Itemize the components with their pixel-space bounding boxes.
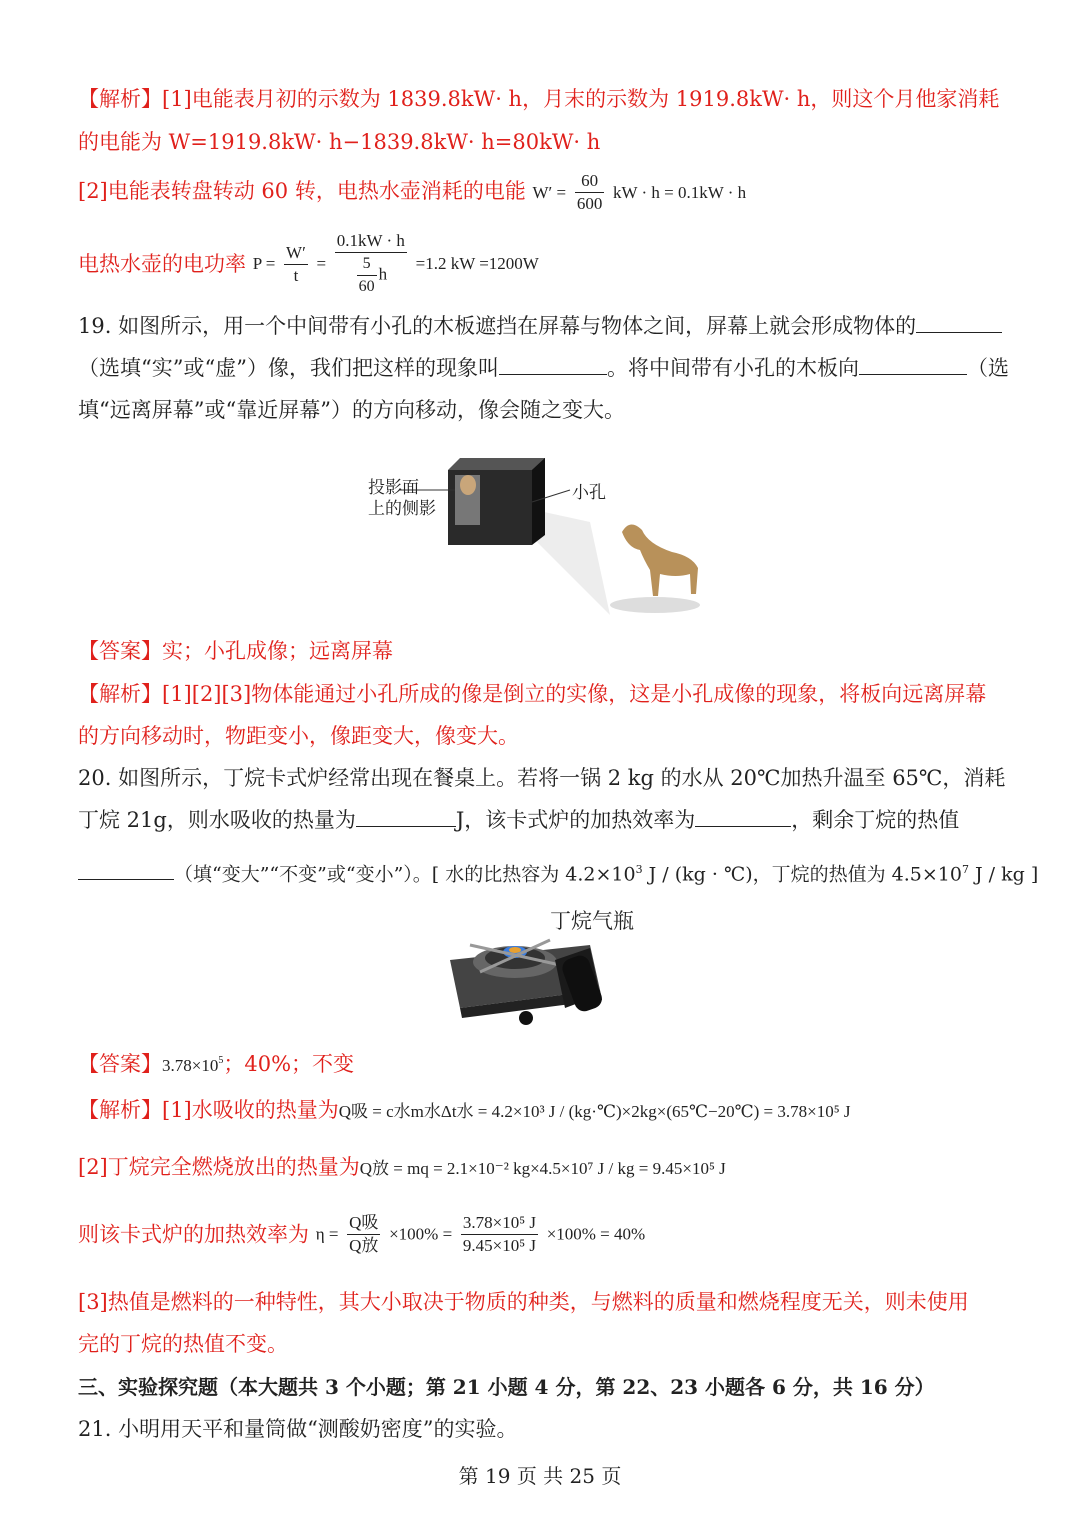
- pinhole-figure-svg: [360, 440, 720, 620]
- section3-heading: 三、实验探究题（本大题共 3 个小题；第 21 小题 4 分，第 22、23 小题各 6 分，共 16 分）: [78, 1375, 935, 1399]
- fig-label-screen-1: 投影面: [368, 478, 419, 498]
- sup: 3: [635, 863, 643, 876]
- q20-text2b: J，该卡式炉的加热效率为: [455, 808, 696, 832]
- q20-text2c: ，剩余丁烷的热值: [791, 808, 960, 832]
- fig-label-butane: 丁烷气瓶: [550, 909, 634, 933]
- pinhole-figure: [360, 440, 720, 620]
- unit-h: h: [378, 264, 388, 284]
- q20-a3-mid: ×100% =: [389, 1224, 453, 1244]
- q20-answer-post: ；40%；不变: [223, 1052, 355, 1076]
- q20-answer-pre: 【答案】: [78, 1052, 162, 1076]
- q20-a3-fraction1: [347, 1212, 380, 1257]
- nested-fraction: [357, 253, 377, 298]
- fraction-denominator: 600: [576, 194, 603, 213]
- s18-power-fraction1: [284, 242, 308, 287]
- s18-power-line: [78, 230, 539, 298]
- q20-a3-rhs: ×100% = 40%: [546, 1224, 646, 1244]
- fraction-denominator: 9.45×10⁵ J: [462, 1236, 536, 1255]
- answer-blank[interactable]: [916, 312, 1002, 333]
- q20-line2: [78, 806, 959, 834]
- fraction-numerator: W′: [284, 242, 308, 265]
- answer-blank[interactable]: [356, 806, 456, 827]
- q19-line1: [78, 312, 1002, 340]
- q20-analysis-4a: [3]热值是燃料的一种特性，其大小取决于物质的种类，与燃料的质量和燃烧程度无关，则未使用: [78, 1290, 969, 1314]
- fig-label-screen: [368, 478, 436, 520]
- fraction-denominator: 60: [358, 278, 375, 295]
- fraction-numerator: 60: [575, 170, 605, 193]
- q20-text3b: J / (kg · ℃)，丁烷的热值为 4.5×10: [642, 863, 962, 886]
- answer-blank[interactable]: [859, 354, 967, 375]
- q20-analysis-1: [78, 1096, 851, 1126]
- q19-text1: 19. 如图所示，用一个中间带有小孔的木板遮挡在屏幕与物体之间，屏幕上就会形成物体的: [78, 314, 917, 338]
- page-footer: 第 19 页 共 25 页: [458, 1464, 622, 1488]
- fig-label-pinhole: 小孔: [572, 483, 606, 503]
- q20-a3-text: 则该卡式炉的加热效率为: [78, 1222, 309, 1247]
- stove-figure: [440, 900, 670, 1035]
- fraction-numerator: 3.78×10⁵ J: [461, 1212, 538, 1235]
- s18-power-rhs: =1.2 kW =1200W: [415, 254, 539, 273]
- q20-a1-text: 【解析】[1]水吸收的热量为: [78, 1098, 339, 1122]
- q19-line3: 填“远离屏幕”或“靠近屏幕”）的方向移动，像会随之变大。: [78, 398, 625, 422]
- sup: 5: [218, 1055, 224, 1066]
- s18-energy-fraction: [575, 170, 605, 215]
- q19-text2b: 。将中间带有小孔的木板向: [606, 356, 859, 380]
- q19-analysis-1: 【解析】[1][2][3]物体能通过小孔所成的像是倒立的实像，这是小孔成像的现象，将板向远离屏幕: [78, 682, 987, 706]
- q20-a1-math: Q吸 = c水m水Δt水 = 4.2×10³ J / (kg·℃)×2kg×(65℃−20℃) = 3.78×10⁵ J: [338, 1102, 851, 1121]
- s18-energy-rhs: kW · h = 0.1kW · h: [613, 183, 747, 202]
- s18-power-fraction2: [335, 230, 407, 298]
- q19-analysis-2: 的方向移动时，物距变小，像距变大，像变大。: [78, 724, 519, 748]
- q20-analysis-4b: 完的丁烷的热值不变。: [78, 1332, 288, 1356]
- q21-text: 21. 小明用天平和量筒做“测酸奶密度”的实验。: [78, 1417, 518, 1441]
- fraction-denominator: [335, 253, 407, 298]
- q20-answer: [78, 1047, 354, 1080]
- s18-power-text: 电热水壶的电功率: [78, 252, 246, 276]
- s18-analysis-line1: 【解析】[1]电能表月初的示数为 1839.8kW· h，月末的示数为 1919.8kW· h，则这个月他家消耗: [78, 87, 1000, 111]
- s18-energy-text: [2]电能表转盘转动 60 转，电热水壶消耗的电能: [78, 179, 526, 203]
- fig-label-screen-2: 上的侧影: [368, 499, 436, 519]
- q20-line1: 20. 如图所示，丁烷卡式炉经常出现在餐桌上。若将一锅 2 kg 的水从 20℃加热升温至 65℃，消耗: [78, 766, 1006, 790]
- answer-blank[interactable]: [695, 806, 791, 827]
- q19-line2: [78, 354, 1009, 382]
- sup: 7: [961, 863, 969, 876]
- s18-analysis-line2: 的电能为 W=1919.8kW· h−1839.8kW· h=80kW· h: [78, 130, 601, 154]
- q20-a2-text: [2]丁烷完全燃烧放出的热量为: [78, 1155, 360, 1179]
- s18-power-eq: =: [316, 254, 327, 273]
- q20-line3: [78, 856, 1038, 888]
- q20-a2-math: Q放 = mq = 2.1×10⁻² kg×4.5×10⁷ J / kg = 9.45×10⁵ J: [359, 1159, 726, 1178]
- answer-blank[interactable]: [78, 859, 174, 880]
- q19-answer: 【答案】实；小孔成像；远离屏幕: [78, 639, 393, 663]
- q20-text3c: J / kg ]: [968, 863, 1039, 886]
- fraction-denominator: Q放: [349, 1236, 379, 1255]
- s18-energy-line: [78, 170, 746, 215]
- fraction-denominator: t: [293, 265, 299, 285]
- s18-power-p: P =: [252, 254, 276, 273]
- q20-text2a: 丁烷 21g，则水吸收的热量为: [78, 808, 356, 832]
- q19-text2c: （选: [966, 356, 1009, 380]
- answer-blank[interactable]: [499, 354, 607, 375]
- s18-energy-lhs: W′ =: [532, 183, 567, 202]
- q19-text2a: （选填“实”或“虚”）像，我们把这样的现象叫: [78, 356, 499, 380]
- fraction-numerator: 5: [357, 253, 377, 276]
- q20-analysis-3: [78, 1212, 645, 1257]
- q20-answer-val: 3.78×10: [162, 1056, 219, 1075]
- q20-text3a: （填“变大”“不变”或“变小”）。[ 水的比热容为 4.2×10: [174, 863, 636, 886]
- q20-analysis-2: [78, 1153, 726, 1183]
- fraction-numerator: 0.1kW · h: [335, 230, 407, 253]
- fraction-numerator: Q吸: [347, 1212, 380, 1235]
- q20-a3-fraction2: [461, 1212, 538, 1257]
- q20-a3-eta: η =: [315, 1224, 339, 1244]
